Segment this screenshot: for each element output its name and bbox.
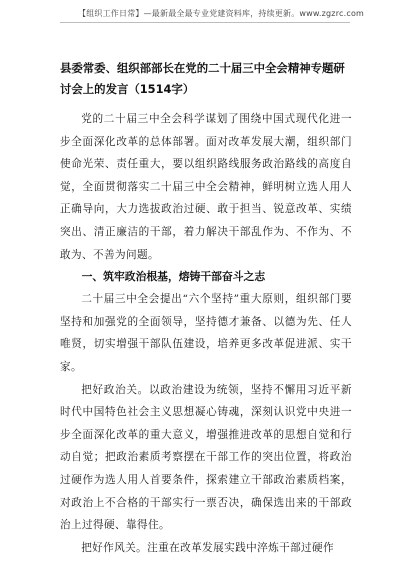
section-paragraph-2: 把好政治关。以政治建设为统领，坚持不懈用习近平新时代中国特色社会主义思想凝心铸魂，深刻认识党中央进一步全面深化改革的重大意义，增强推进改革的思想自觉和行动自觉；把政治素质考察摆在干部工作的突出位置，将政治过硬作为选人用人首要条件，探索建立干部政治素质档案，对政治上不合格的干部实行一票否决，确保选出来的干部政治上过得硬、靠得住。 [60, 383, 352, 532]
document-body [60, 58, 352, 559]
section-paragraph-1: 二十届三中全会提出“六个坚持”重大原则，组织部门要坚持和加强党的全面领导，坚持德才兼备、以德为先、任人唯贤，切实增强干部队伍建设，培养更多改革促进派、实干家。 [60, 293, 352, 373]
intro-paragraph: 党的二十届三中全会科学谋划了围绕中国式现代化进一步全面深化改革的总体部署。面对改革发展大潮，组织部门使命光荣、责任重大，要以组织路线服务政治路线的高度自觉，全面贯彻落实二十届三中全会精神，鲜明树立选人用人正确导向，大力选拔政治过硬、敢于担当、锐意改革、实绩突出、清正廉洁的干部，着力解决干部乱作为、不作为、不敢为、不善为问题。 [60, 113, 352, 261]
section-paragraph-3: 把好作风关。注重在改革发展实践中淬炼干部过硬作 [81, 541, 335, 554]
header-note: 【组织工作日常】—最新最全最专业党建资料库，持续更新。www.zgzrc.com [78, 9, 365, 18]
section-heading: 一、筑牢政治根基，熔铸干部奋斗之志 [81, 270, 266, 284]
document-title: 县委常委、组织部部长在党的二十届三中全会精神专题研讨会上的发言（1514字） [60, 61, 345, 96]
header-divider [60, 22, 350, 23]
